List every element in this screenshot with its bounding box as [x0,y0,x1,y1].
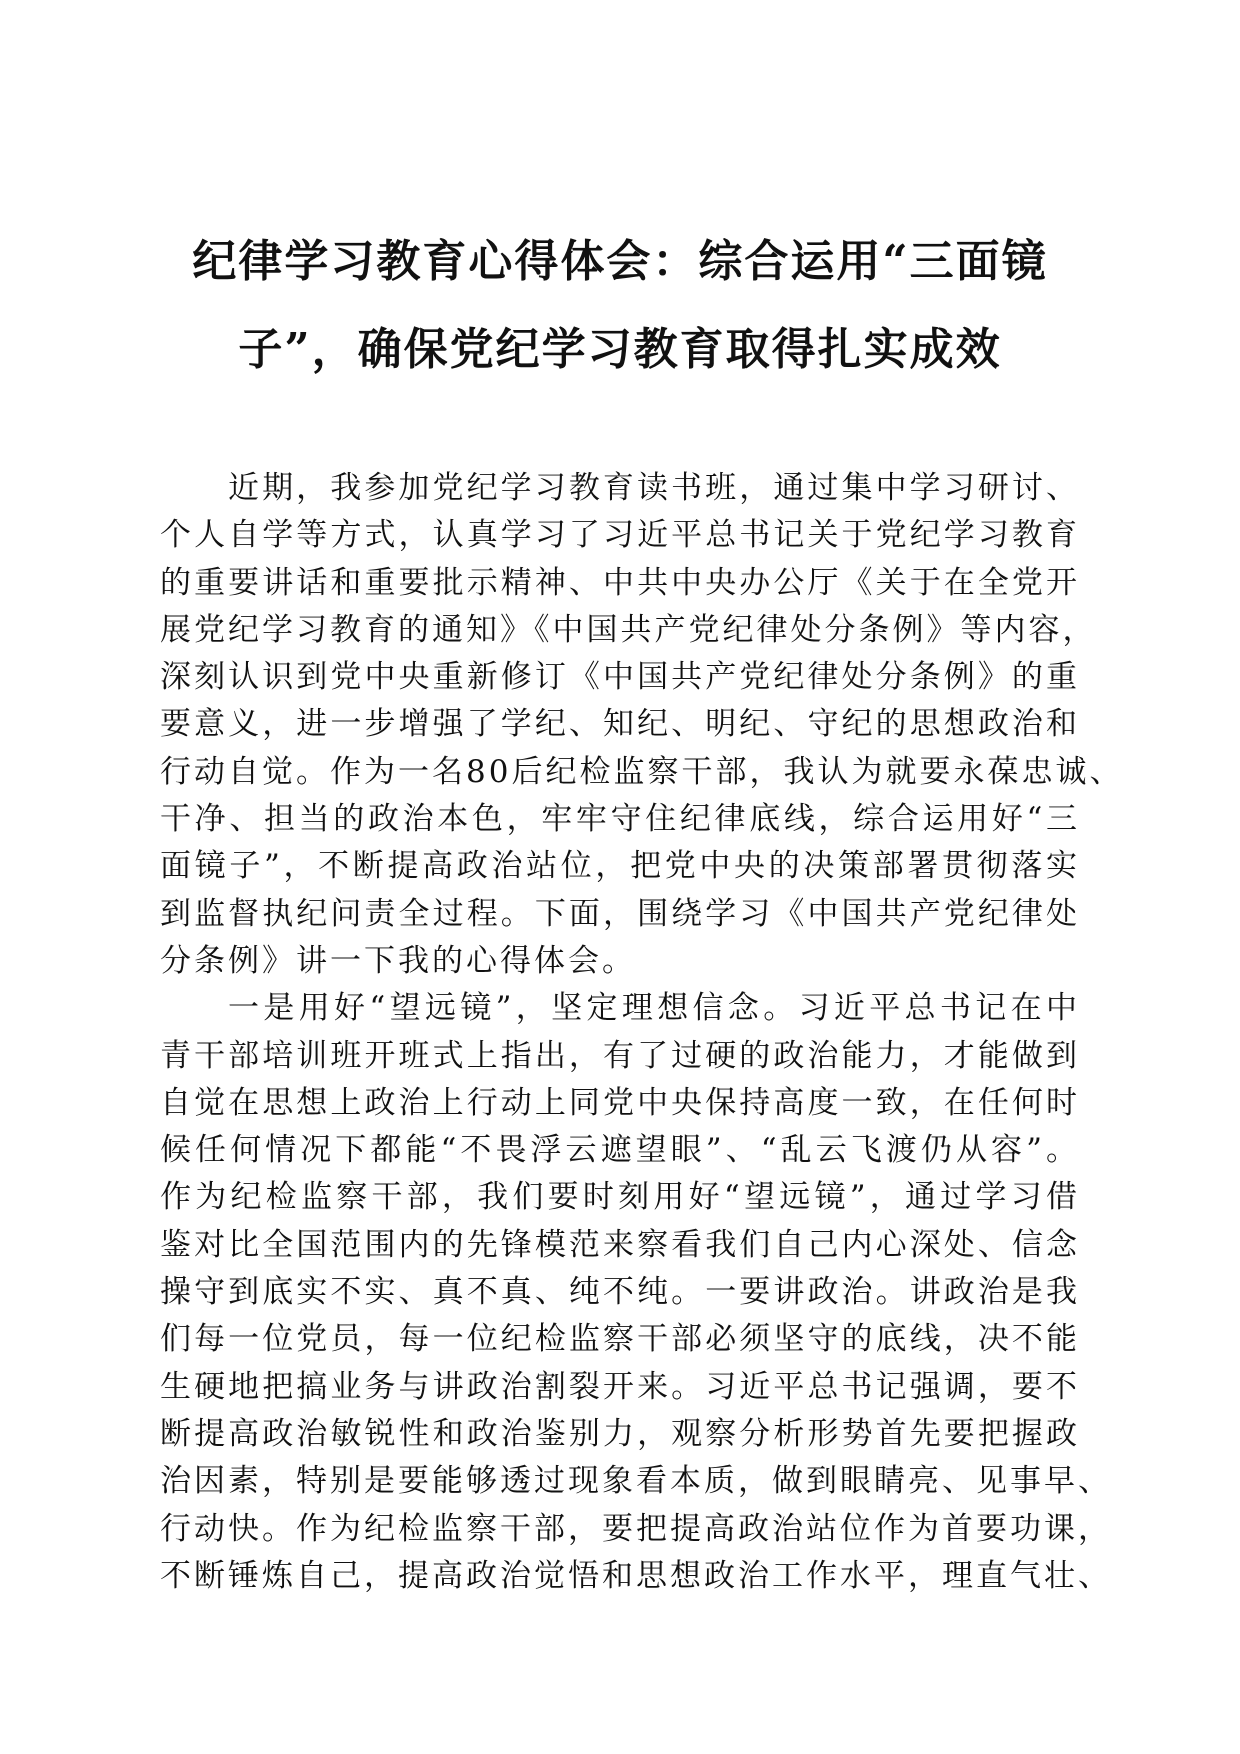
body-line: 们每一位党员，每一位纪检监察干部必须坚守的底线，决不能 [160,1321,1080,1358]
body-line: 深刻认识到党中央重新修订《中国共产党纪律处分条例》的重 [160,659,1080,696]
body-line: 近期，我参加党纪学习教育读书班，通过集中学习研讨、 [228,470,1080,506]
body-line: 操守到底实不实、真不真、纯不纯。一要讲政治。讲政治是我 [160,1274,1080,1311]
body-line: 候任何情况下都能“不畏浮云遮望眼”、“乱云飞渡仍从容”。 [160,1132,1080,1169]
body-line: 的重要讲话和重要批示精神、中共中央办公厅《关于在全党开 [160,564,1080,601]
title-line: 子”，确保党纪学习教育取得扎实成效 [238,324,1002,375]
body-line: 到监督执纪问责全过程。下面，围绕学习《中国共产党纪律处 [160,895,1080,932]
body-line: 展党纪学习教育的通知》《中国共产党纪律处分条例》等内容， [160,611,1097,648]
body-line: 作为纪检监察干部，我们要时刻用好“望远镜”，通过学习借 [160,1179,1080,1216]
body-line: 不断锤炼自己，提高政治觉悟和思想政治工作水平，理直气壮、 [160,1557,1112,1594]
body-line: 生硬地把搞业务与讲政治割裂开来。习近平总书记强调，要不 [160,1368,1080,1405]
body-line: 治因素，特别是要能够透过现象看本质，做到眼睛亮、见事早、 [160,1463,1112,1500]
body-line: 个人自学等方式，认真学习了习近平总书记关于党纪学习教育 [160,517,1080,554]
document-title [140,218,1100,394]
title-line: 纪律学习教育心得体会：综合运用“三面镜 [192,236,1048,287]
paragraph-2 [160,985,1112,1600]
body-line: 断提高政治敏锐性和政治鉴别力，观察分析形势首先要把握政 [160,1415,1080,1452]
body-line: 青干部培训班开班式上指出，有了过硬的政治能力，才能做到 [160,1037,1080,1074]
body-line: 干净、担当的政治本色，牢牢守住纪律底线，综合运用好“三 [160,801,1080,838]
paragraph-1 [160,465,1124,985]
body-line: 行动快。作为纪检监察干部，要把提高政治站位作为首要功课， [160,1510,1112,1547]
body-line: 面镜子”，不断提高政治站位，把党中央的决策部署贯彻落实 [160,848,1080,885]
document-body [160,465,1124,1600]
body-line: 自觉在思想上政治上行动上同党中央保持高度一致，在任何时 [160,1084,1080,1121]
body-line: 分条例》讲一下我的心得体会。 [160,942,636,979]
body-line: 行动自觉。作为一名80后纪检监察干部，我认为就要永葆忠诚、 [160,753,1124,790]
body-line: 鉴对比全国范围内的先锋模范来察看我们自己内心深处、信念 [160,1226,1080,1263]
body-line: 要意义，进一步增强了学纪、知纪、明纪、守纪的思想政治和 [160,706,1080,743]
body-line: 一是用好“望远镜”，坚定理想信念。习近平总书记在中 [228,990,1080,1027]
